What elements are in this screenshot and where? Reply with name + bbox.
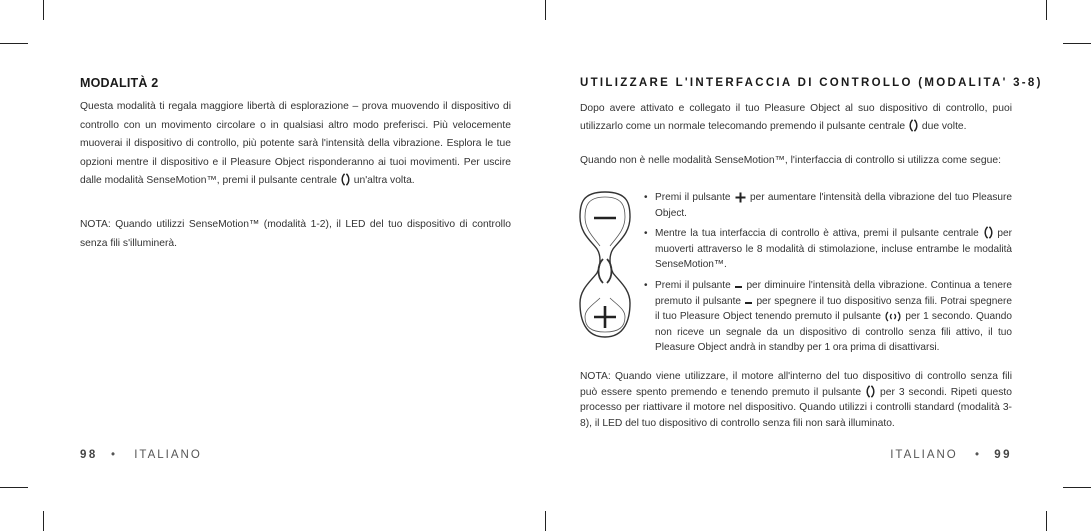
left-page xyxy=(0,0,545,531)
section-heading: MODALITÀ 2 xyxy=(80,76,159,90)
body-paragraph: Dopo avere attivato e collegato il tuo Pleasure Object al suo dispositivo di controllo, puoi utilizzarlo come un normale telecomando premendo il pulsante centrale due volte. xyxy=(580,103,1012,132)
instruction-list xyxy=(643,190,1012,361)
list-item: • Premi il pulsante per diminuire l'intensità della vibrazione. Continua a tenere premuto il pulsante per spegnere il tuo dispositivo senza fili. Potrai spegnere il tuo Pleasure Object tenendo premuto il pulsante per 1 secondo. Quando non riceve un segnale da un dispositivo di controllo senza fili attivo, il tuo Pleasure Object andrà in standby per 1 ora prima di disattivarsi. xyxy=(643,278,1012,356)
list-item: • Mentre la tua interfaccia di controllo è attiva, premi il pulsante centrale per muoverti attraverso le 8 modalità di stimolazione, incluse entrambe le modalità SenseMotion™. xyxy=(643,226,1012,273)
center-button-icon xyxy=(341,173,350,186)
minus-icon xyxy=(745,298,752,307)
power-icon xyxy=(885,311,901,322)
body-paragraph: Questa modalità ti regala maggiore libertà di esplorazione – prova muovendo il dispositivo di controllo con un movimento circolare o in qualsiasi altro modo preferisci. Più velocemente muoverai il dispositivo di controllo, più potente sarà l'intensità della vibrazione. Esplora le tue opzioni mentre il dispositivo e il Pleasure Object risponderanno ai tuoi movimenti. Per uscire dalle modalità SenseMotion™, premi il pulsante centrale un'altra volta. xyxy=(80,101,511,187)
center-button-icon xyxy=(984,226,993,239)
page-number: 99 xyxy=(994,449,1012,461)
body-paragraph: Quando non è nelle modalità SenseMotion™, l'interfaccia di controllo si utilizza come segue: xyxy=(580,155,1001,166)
list-item: • Premi il pulsante per aumentare l'intensità della vibrazione del tuo Pleasure Object. xyxy=(643,190,1012,221)
page-number: 98 xyxy=(80,449,98,461)
minus-icon xyxy=(735,282,742,291)
center-button-icon xyxy=(909,119,918,132)
page-footer: ITALIANO • 99 xyxy=(890,449,1012,461)
page-footer: 98 • ITALIANO xyxy=(80,449,202,461)
note-paragraph: NOTA: Quando viene utilizzare, il motore all'interno del tuo dispositivo di controllo senza fili può essere spento premendo e tenendo premuto il pulsante per 3 secondi. Ripeti questo processo per riattivare il motore nel dispositivo. Quando utilizzi i controlli standard (modalità 3-8), il LED del tuo dispositivo di controllo senza fili non sarà illuminato. xyxy=(580,371,1012,429)
footer-language: ITALIANO xyxy=(134,449,202,461)
footer-language: ITALIANO xyxy=(890,449,958,461)
plus-icon xyxy=(735,192,746,203)
remote-control-illustration xyxy=(577,189,633,357)
center-button-icon xyxy=(866,385,875,398)
note-paragraph: NOTA: Quando utilizzi SenseMotion™ (modalità 1-2), il LED del tuo dispositivo di controllo senza fili s'illuminerà. xyxy=(80,219,511,249)
section-heading: UTILIZZARE L'INTERFACCIA DI CONTROLLO (MODALITA' 3-8) xyxy=(580,77,1043,89)
right-page xyxy=(546,0,1091,531)
